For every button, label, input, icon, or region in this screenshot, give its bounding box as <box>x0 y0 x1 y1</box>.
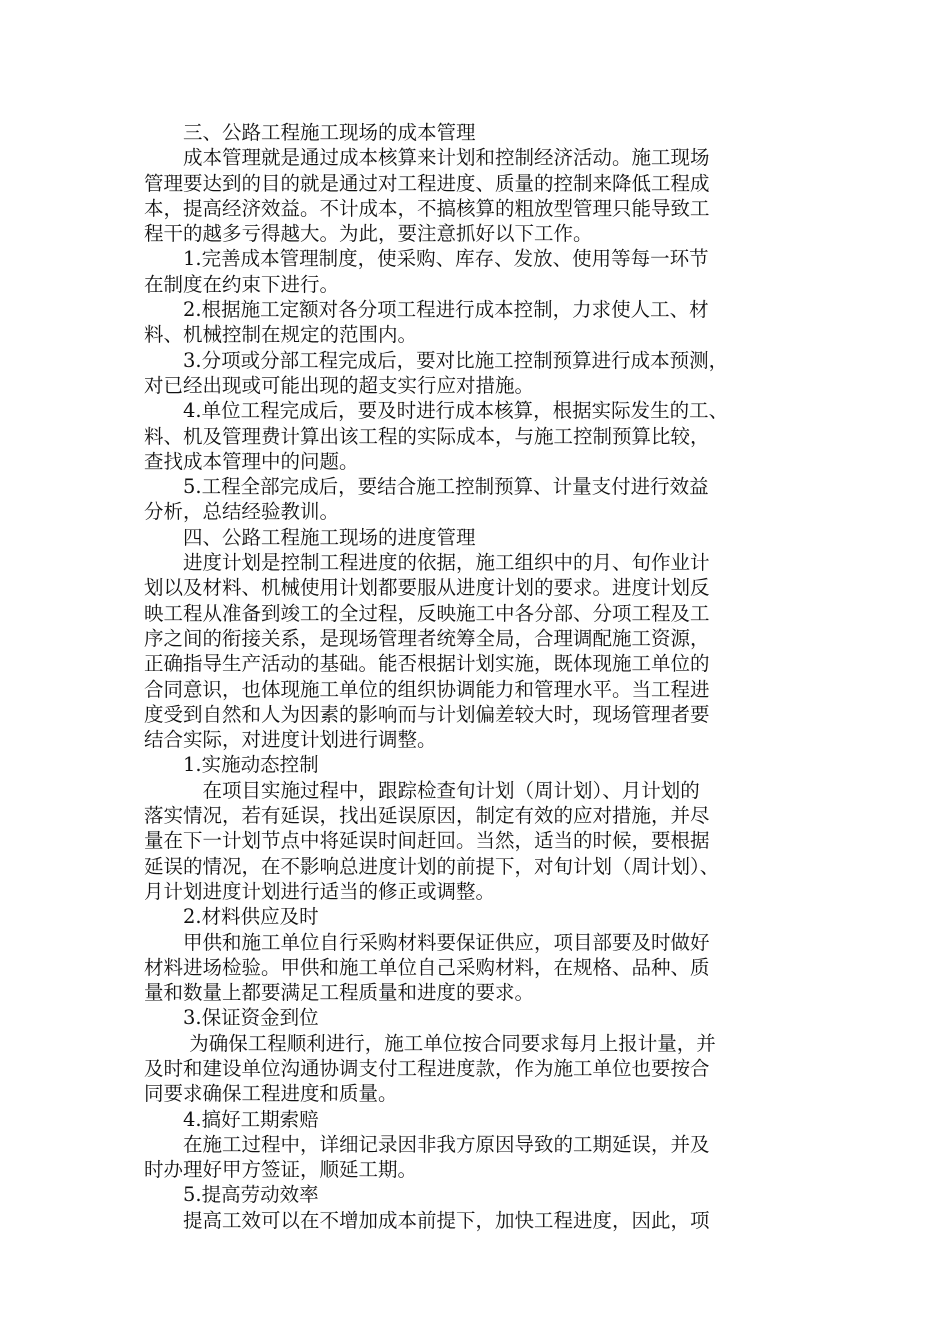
text-line: 延误的情况，在不影响总进度计划的前提下，对旬计划（周计划）、 <box>144 854 720 878</box>
text-line: 料、机及管理费计算出该工程的实际成本，与施工控制预算比较， <box>144 424 710 448</box>
text-line: 度受到自然和人为因素的影响而与计划偏差较大时，现场管理者要 <box>144 702 710 726</box>
text-line: 料、机械控制在规定的范围内。 <box>144 323 418 347</box>
text-line: 结合实际，对进度计划进行调整。 <box>144 728 437 752</box>
text-line: 管理要达到的目的就是通过对工程进度、质量的控制来降低工程成 <box>144 171 710 195</box>
text-line: 材料进场检验。甲供和施工单位自己采购材料，在规格、品种、质 <box>144 955 710 979</box>
text-line: 量和数量上都要满足工程质量和进度的要求。 <box>144 981 535 1005</box>
text-line: 甲供和施工单位自行采购材料要保证供应，项目部要及时做好 <box>144 930 710 954</box>
text-line: 本，提高经济效益。不计成本，不搞核算的粗放型管理只能导致工 <box>144 196 710 220</box>
text-line: 在施工过程中，详细记录因非我方原因导致的工期延误，并及 <box>144 1132 710 1156</box>
text-line: 合同意识，也体现施工单位的组织协调能力和管理水平。当工程进 <box>144 677 710 701</box>
list-item-2: 2.根据施工定额对各分项工程进行成本控制，力求使人工、材 <box>144 298 709 322</box>
text-line: 划以及材料、机械使用计划都要服从进度计划的要求。进度计划反 <box>144 576 710 600</box>
text-line: 正确指导生产活动的基础。能否根据计划实施，既体现施工单位的 <box>144 652 710 676</box>
subheading-efficiency: 5.提高劳动效率 <box>144 1183 319 1207</box>
text-line: 程干的越多亏得越大。为此，要注意抓好以下工作。 <box>144 222 593 246</box>
document-body <box>144 120 804 1233</box>
subheading-claims: 4.搞好工期索赔 <box>144 1107 319 1131</box>
text-line: 序之间的衔接关系，是现场管理者统筹全局，合理调配施工资源， <box>144 626 710 650</box>
text-line: 月计划进度计划进行适当的修正或调整。 <box>144 879 496 903</box>
text-line: 成本管理就是通过成本核算来计划和控制经济活动。施工现场 <box>144 146 710 170</box>
text-line: 在制度在约束下进行。 <box>144 272 340 296</box>
text-line: 在项目实施过程中，跟踪检查旬计划（周计划）、月计划的 <box>144 778 700 802</box>
text-line: 提高工效可以在不增加成本前提下，加快工程进度，因此，项 <box>144 1208 710 1232</box>
text-line: 进度计划是控制工程进度的依据，施工组织中的月、旬作业计 <box>144 551 710 575</box>
text-line: 时办理好甲方签证，顺延工期。 <box>144 1158 418 1182</box>
subheading-funding: 3.保证资金到位 <box>144 1006 319 1030</box>
text-line: 及时和建设单位沟通协调支付工程进度款，作为施工单位也要按合 <box>144 1056 710 1080</box>
text-line: 同要求确保工程进度和质量。 <box>144 1082 398 1106</box>
subheading-dynamic-control: 1.实施动态控制 <box>144 753 319 777</box>
list-item-1: 1.完善成本管理制度，使采购、库存、发放、使用等每一环节 <box>144 247 709 271</box>
text-line: 分析，总结经验教训。 <box>144 500 340 524</box>
text-line: 量在下一计划节点中将延误时间赶回。当然，适当的时候，要根据 <box>144 829 710 853</box>
text-line: 落实情况，若有延误，找出延误原因，制定有效的应对措施，并尽 <box>144 804 710 828</box>
text-line: 映工程从准备到竣工的全过程，反映施工中各分部、分项工程及工 <box>144 601 710 625</box>
list-item-5: 5.工程全部完成后，要结合施工控制预算、计量支付进行效益 <box>144 475 709 499</box>
section-heading-schedule-management: 四、公路工程施工现场的进度管理 <box>144 525 476 549</box>
text-line: 对已经出现或可能出现的超支实行应对措施。 <box>144 373 535 397</box>
section-heading-cost-management: 三、公路工程施工现场的成本管理 <box>144 121 476 144</box>
list-item-4: 4.单位工程完成后，要及时进行成本核算，根据实际发生的工、 <box>144 399 729 423</box>
subheading-material-supply: 2.材料供应及时 <box>144 905 319 929</box>
list-item-3: 3.分项或分部工程完成后，要对比施工控制预算进行成本预测， <box>144 348 729 372</box>
text-line: 为确保工程顺利进行，施工单位按合同要求每月上报计量，并 <box>144 1031 716 1055</box>
text-line: 查找成本管理中的问题。 <box>144 449 359 473</box>
